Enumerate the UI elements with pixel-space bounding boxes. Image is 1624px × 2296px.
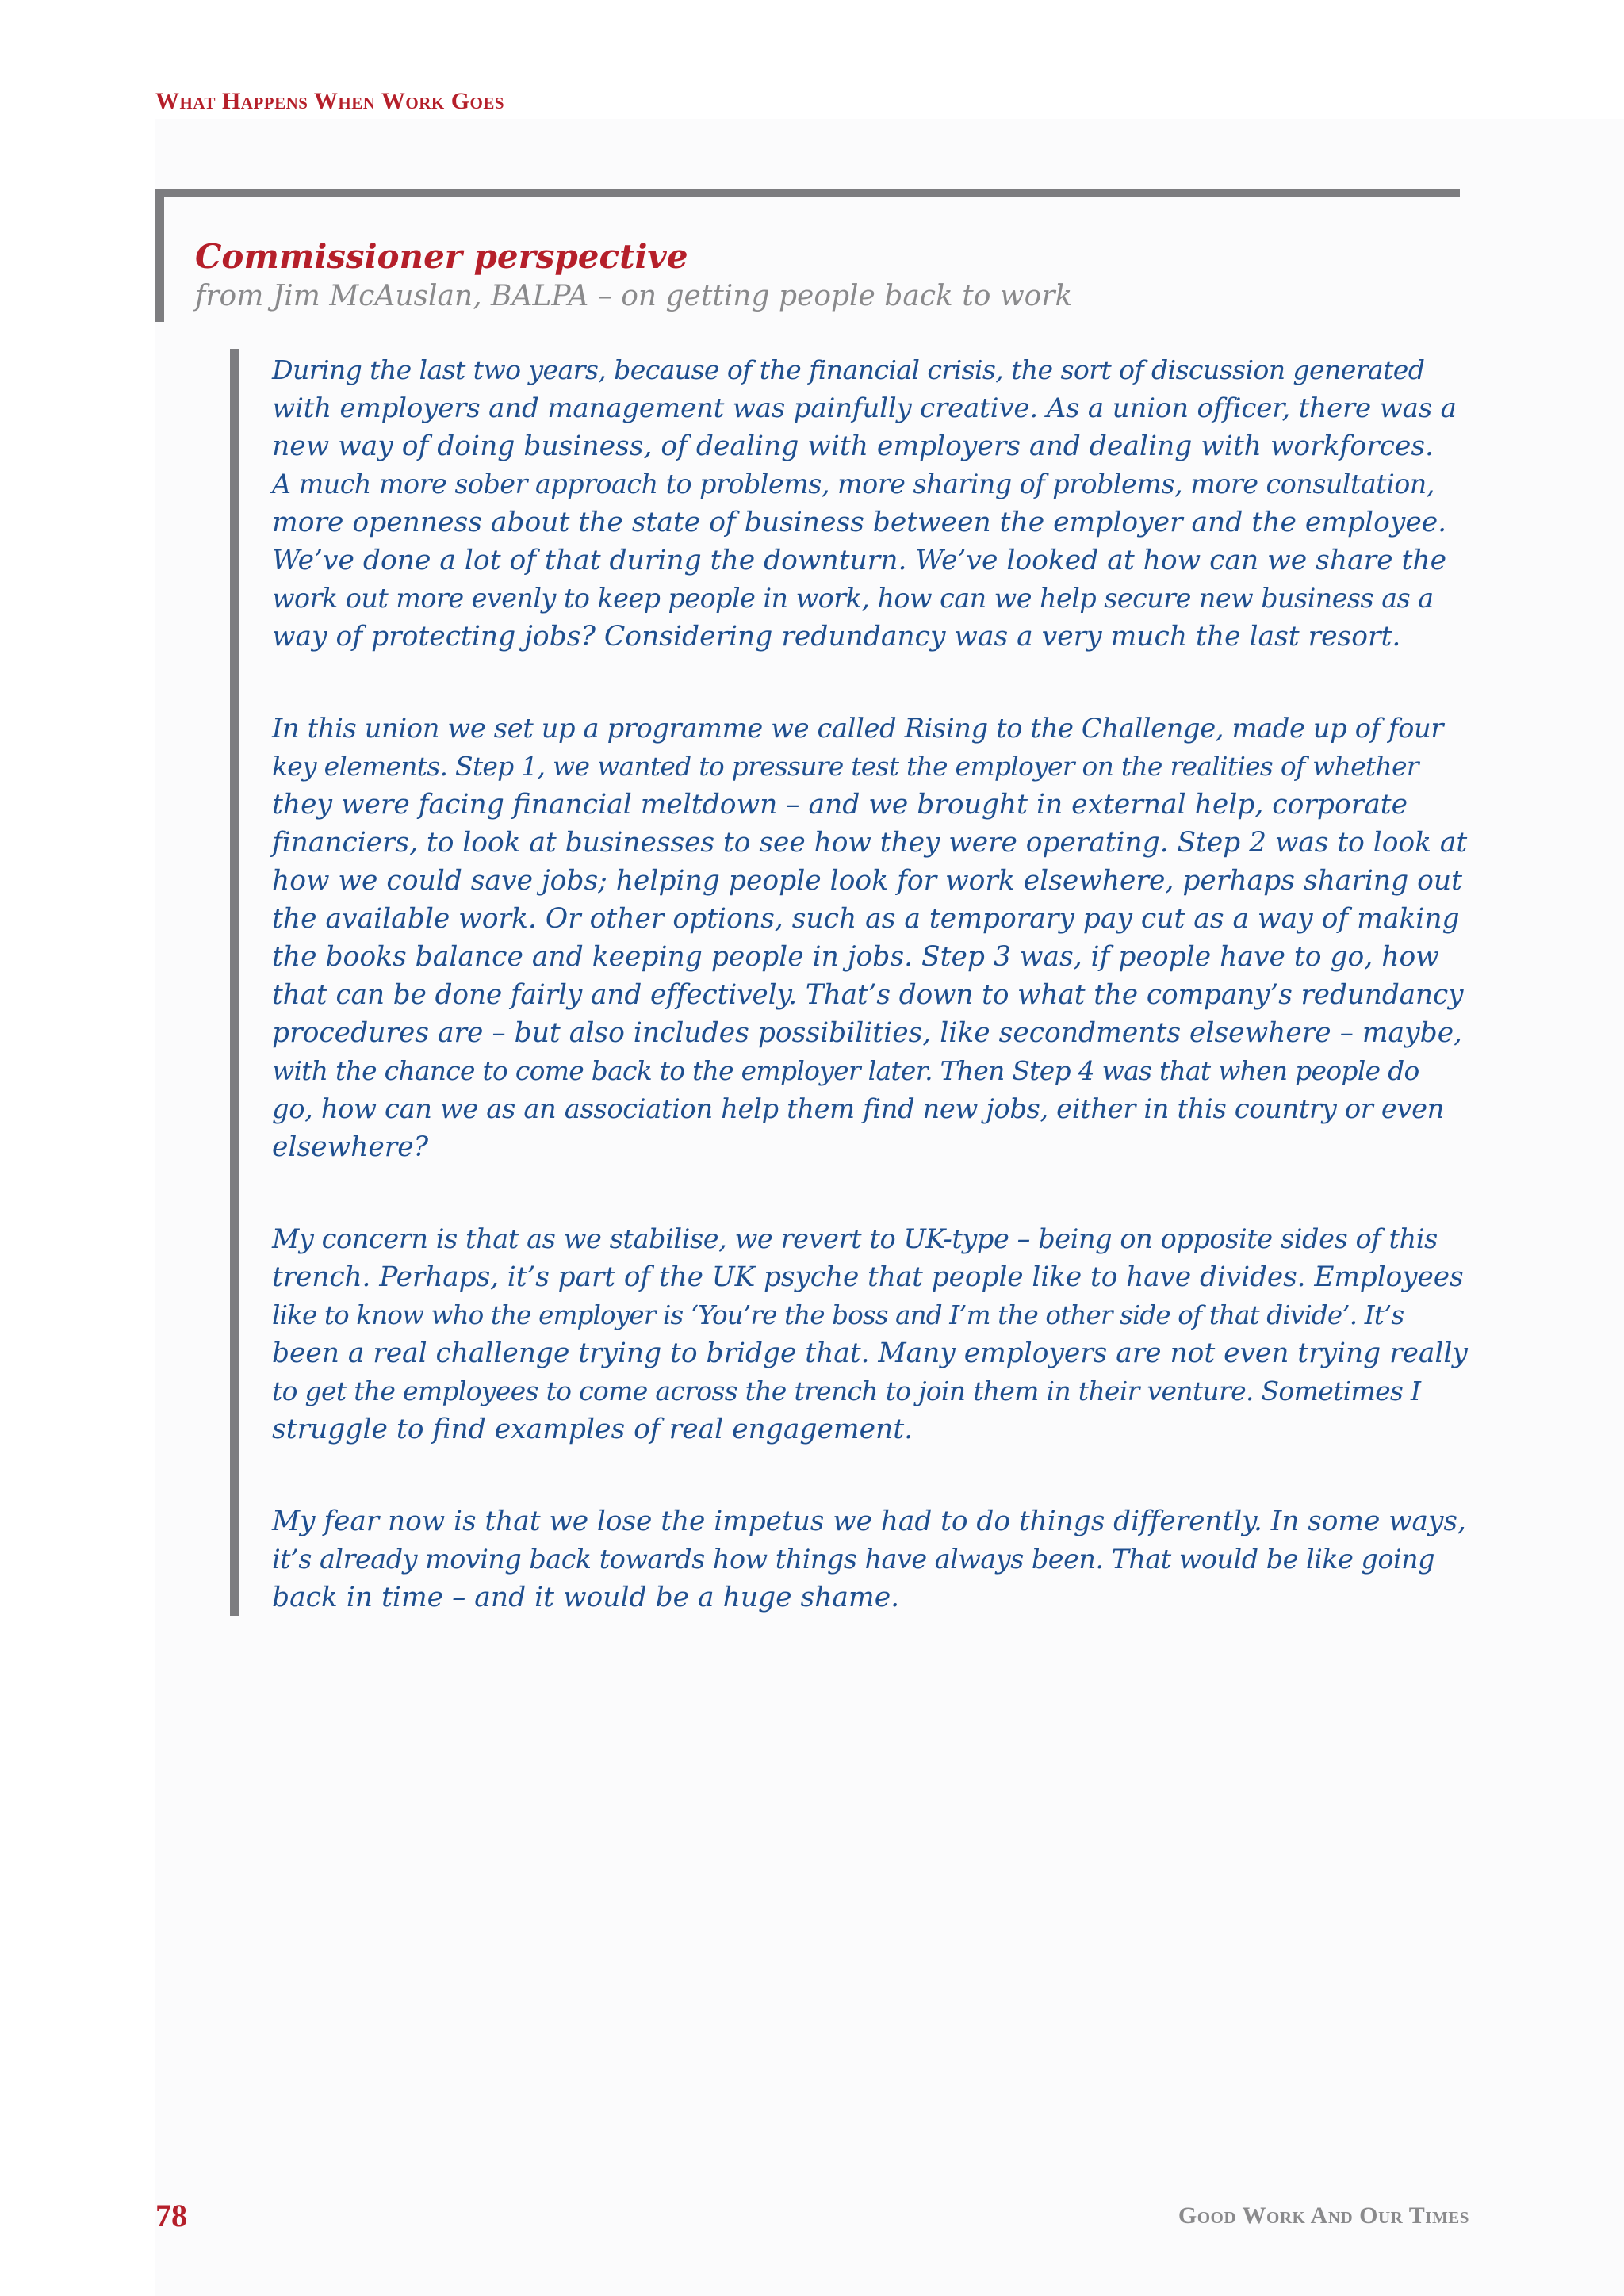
quote-line: A much more sober approach to problems, more sharing of problems, more consultation,	[272, 469, 1434, 499]
quote-line: back in time – and it would be a huge shame.	[272, 1582, 900, 1613]
box-top-rule	[155, 189, 1460, 197]
quote-paragraph	[272, 1220, 1469, 1448]
quote-line: My fear now is that we lose the impetus we had to do things differently. In some ways,	[272, 1506, 1466, 1537]
paragraph-gap	[272, 1166, 1469, 1220]
quote-line: been a real challenge trying to bridge that. Many employers are not even trying really	[272, 1337, 1468, 1369]
quote-paragraph	[272, 710, 1469, 1166]
paragraph-gap	[272, 1448, 1469, 1502]
quote-line: We’ve done a lot of that during the downturn. We’ve looked at how can we share the	[272, 545, 1447, 576]
quote-line: procedures are – but also includes possibilities, like secondments elsewhere – maybe,	[272, 1017, 1463, 1049]
quote-line: trench. Perhaps, it’s part of the UK psyche that people like to have divides. Employees	[272, 1261, 1464, 1293]
box-subtitle: from Jim McAuslan, BALPA – on getting people back to work	[195, 280, 1073, 312]
quote-line: to get the employees to come across the trench to join them in their venture. Sometimes I	[272, 1376, 1421, 1406]
quote-line: work out more evenly to keep people in work, how can we help secure new business as a	[272, 583, 1434, 614]
quote-line: the books balance and keeping people in jobs. Step 3 was, if people have to go, how	[272, 941, 1439, 973]
quote-line: new way of doing business, of dealing with employers and dealing with workforces.	[272, 430, 1434, 462]
quote-line: with employers and management was painfully creative. As a union officer, there was a	[272, 392, 1457, 424]
quote-line: key elements. Step 1, we wanted to pressure test the employer on the realities of whether	[272, 751, 1419, 782]
paragraph-gap	[272, 656, 1469, 710]
quote-line: go, how can we as an association help them find new jobs, either in this country or even	[272, 1093, 1445, 1124]
running-footer: Good Work And Our Times	[1178, 2202, 1469, 2229]
quote-line: financiers, to look at businesses to see how they were operating. Step 2 was to look at	[272, 827, 1468, 859]
page-number: 78	[155, 2198, 187, 2233]
quote-line: it’s already moving back towards how things have always been. That would be like going	[272, 1544, 1435, 1575]
quote-line: how we could save jobs; helping people look for work elsewhere, perhaps sharing out	[272, 865, 1463, 897]
quote-paragraph	[272, 1502, 1469, 1617]
quote-line: with the chance to come back to the employer later. Then Step 4 was that when people do	[272, 1055, 1419, 1086]
quote-line: My concern is that as we stabilise, we revert to UK-type – being on opposite sides of this	[272, 1223, 1438, 1254]
quote-bar	[230, 349, 239, 1616]
quote-body	[272, 351, 1469, 1617]
box-left-rule	[155, 189, 164, 322]
quote-line: more openness about the state of business between the employer and the employee.	[272, 507, 1447, 538]
quote-line: that can be done fairly and effectively. That’s down to what the company’s redundancy	[272, 979, 1464, 1011]
quote-line: During the last two years, because of the financial crisis, the sort of discussion generated	[272, 354, 1425, 385]
quote-line: they were facing financial meltdown – and we brought in external help, corporate	[272, 789, 1408, 821]
quote-line: In this union we set up a programme we called Rising to the Challenge, made up of four	[272, 713, 1444, 744]
quote-line: the available work. Or other options, such as a temporary pay cut as a way of making	[272, 903, 1460, 935]
quote-line: elsewhere?	[272, 1131, 429, 1163]
quote-line: way of protecting jobs? Considering redundancy was a very much the last resort.	[272, 621, 1401, 652]
running-header: What Happens When Work Goes	[155, 88, 505, 114]
quote-line: struggle to find examples of real engagement.	[272, 1414, 914, 1445]
box-title: Commissioner perspective	[195, 237, 688, 276]
quote-line: like to know who the employer is ‘You’re the boss and I’m the other side of that divide’. It’s	[272, 1300, 1404, 1330]
quote-paragraph	[272, 351, 1469, 656]
